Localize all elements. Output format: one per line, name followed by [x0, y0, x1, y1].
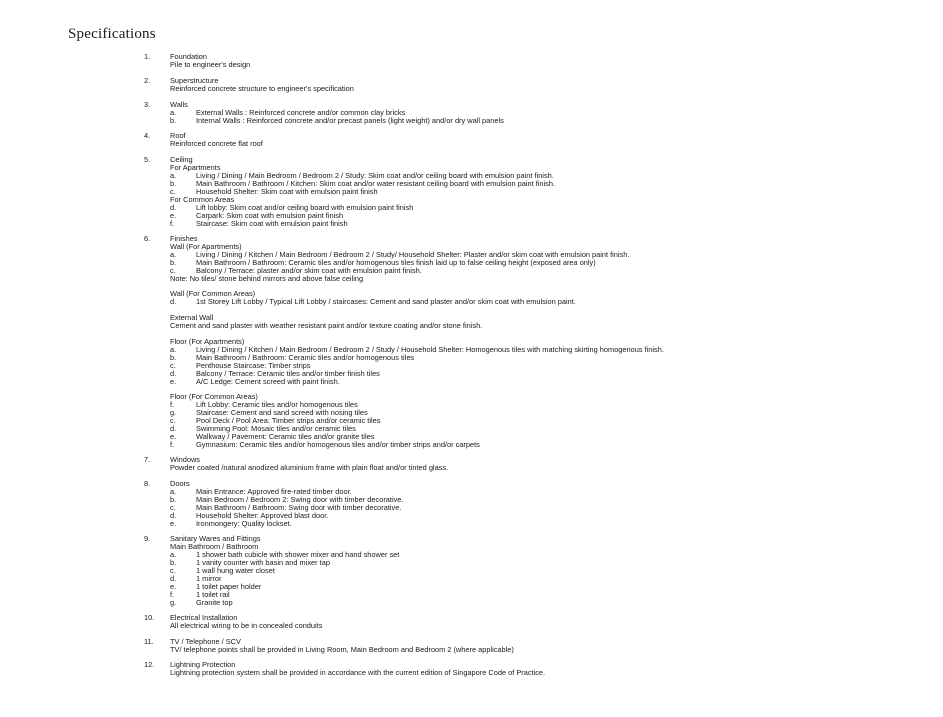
item-text: Living / Dining / Kitchen / Main Bedroom / Bedroom 2 / Study / Household Shelter: Homogenous tiles with matching skirting homogenous finish.	[196, 345, 664, 354]
section-number: 9.	[144, 534, 151, 543]
section-heading: Lightning Protection	[170, 660, 236, 669]
item-text: 1 wall hung water closet	[196, 566, 275, 575]
item-marker: e.	[170, 377, 177, 386]
section-number: 8.	[144, 479, 151, 488]
section-number: 11.	[144, 637, 154, 646]
section-text: Lightning protection system shall be provided in accordance with the current edition of Singapore Code of Practice.	[170, 668, 546, 677]
item-marker: d.	[170, 424, 177, 433]
item-marker: c.	[170, 416, 176, 425]
item-marker: a.	[170, 171, 177, 180]
subheading: Floor (For Apartments)	[170, 337, 245, 346]
item-text: Carpark: Skim coat with emulsion paint finish	[196, 211, 344, 220]
item-text: Main Bedroom / Bedroom 2: Swing door with timber decorative.	[196, 495, 404, 504]
section-heading: Doors	[170, 479, 190, 488]
item-text: Gymnasium: Ceramic tiles and/or homogenous tiles and/or timber strips and/or carpets	[196, 440, 480, 449]
item-text: 1 mirror	[196, 574, 222, 583]
section-number: 7.	[144, 455, 151, 464]
item-marker: e.	[170, 211, 177, 220]
item-text: Staircase: Cement and sand screed with nosing tiles	[196, 408, 368, 417]
section-heading: Walls	[170, 100, 188, 109]
item-marker: a.	[170, 108, 177, 117]
subheading: For Apartments	[170, 163, 221, 172]
item-marker: a.	[170, 250, 177, 259]
item-text: Balcony / Terrace: Ceramic tiles and/or timber finish tiles	[196, 369, 380, 378]
subheading: Wall (For Common Areas)	[170, 289, 256, 298]
item-text: Granite top	[196, 598, 233, 607]
section-heading: Windows	[170, 455, 200, 464]
item-text: External Walls : Reinforced concrete and/or common clay bricks	[196, 108, 406, 117]
section-heading: Finishes	[170, 234, 198, 243]
section-text: All electrical wiring to be in concealed conduits	[170, 621, 323, 630]
item-text: Balcony / Terrace: plaster and/or skim coat with emulsion paint finish.	[196, 266, 422, 275]
section-number: 5.	[144, 155, 151, 164]
item-text: Lift lobby: Skim coat and/or ceiling board with emulsion paint finish	[196, 203, 414, 212]
item-text: Household Shelter: Skim coat with emulsion paint finish	[196, 187, 378, 196]
subheading: Wall (For Apartments)	[170, 242, 242, 251]
section-heading: Sanitary Wares and Fittings	[170, 534, 261, 543]
section-heading: Ceiling	[170, 155, 193, 164]
item-marker: d.	[170, 203, 177, 212]
item-marker: f.	[170, 440, 175, 449]
item-text: 1 vanity counter with basin and mixer tap	[196, 558, 330, 567]
item-text: Household Shelter: Approved blast door.	[196, 511, 329, 520]
item-marker: b.	[170, 558, 177, 567]
section-heading: TV / Telephone / SCV	[170, 637, 241, 646]
section-number: 3.	[144, 100, 151, 109]
item-marker: a.	[170, 550, 177, 559]
section-number: 12.	[144, 660, 155, 669]
item-text: A/C Ledge: Cement screed with paint finish.	[196, 377, 340, 386]
section-text: Powder coated /natural anodized aluminium frame with plain float and/or tinted glass.	[170, 463, 449, 472]
item-marker: a.	[170, 345, 177, 354]
item-marker: b.	[170, 353, 177, 362]
item-marker: b.	[170, 116, 177, 125]
subheading: Main Bathroom / Bathroom	[170, 542, 259, 551]
section-number: 2.	[144, 76, 151, 85]
subheading: External Wall	[170, 313, 214, 322]
item-marker: f.	[170, 400, 175, 409]
item-marker: c.	[170, 361, 176, 370]
item-text: Internal Walls : Reinforced concrete and/or precast panels (light weight) and/or dry wall panels	[196, 116, 504, 125]
item-text: Walkway / Pavement: Ceramic tiles and/or granite tiles	[196, 432, 375, 441]
item-text: Living / Dining / Main Bedroom / Bedroom 2 / Study: Skim coat and/or ceiling board with emulsion paint finish.	[196, 171, 554, 180]
item-text: 1 shower bath cubicle with shower mixer and hand shower set	[196, 550, 400, 559]
section-number: 10.	[144, 613, 155, 622]
item-marker: e.	[170, 432, 177, 441]
item-text: Pool Deck / Pool Area: Timber strips and/or ceramic tiles	[196, 416, 381, 425]
item-marker: d.	[170, 574, 177, 583]
subheading: Floor (For Common Areas)	[170, 392, 258, 401]
item-marker: b.	[170, 258, 177, 267]
section-text: Pile to engineer's design	[170, 60, 251, 69]
section-number: 4.	[144, 131, 151, 140]
item-text: Main Bathroom / Bathroom: Swing door with timber decorative.	[196, 503, 402, 512]
item-text: 1 toilet rail	[196, 590, 230, 599]
section-heading: Roof	[170, 131, 186, 140]
item-text: Ironmongery: Quality lockset.	[196, 519, 292, 528]
item-marker: b.	[170, 495, 177, 504]
item-marker: f.	[170, 590, 175, 599]
item-text: Penthouse Staircase: Timber strips	[196, 361, 311, 370]
section-text: Reinforced concrete structure to engineer's specification	[170, 84, 354, 93]
item-marker: g.	[170, 598, 177, 607]
item-marker: b.	[170, 179, 177, 188]
item-text: Living / Dining / Kitchen / Main Bedroom / Bedroom 2 / Study/ Household Shelter: Plaster and/or skim coat with emulsion paint finish.	[196, 250, 630, 259]
item-text: Main Bathroom / Bathroom / Kitchen: Skim coat and/or water resistant ceiling board with emulsion paint finish.	[196, 179, 556, 188]
item-marker: e.	[170, 519, 177, 528]
section-number: 6.	[144, 234, 151, 243]
item-marker: c.	[170, 187, 176, 196]
page-title: Specifications	[68, 26, 156, 42]
note-text: Note: No tiles/ stone behind mirrors and above false ceiling	[170, 274, 364, 283]
section-text: Reinforced concrete flat roof	[170, 139, 263, 148]
item-marker: c.	[170, 566, 176, 575]
item-text: Main Bathroom / Bathroom: Ceramic tiles and/or homogenous tiles	[196, 353, 415, 362]
item-text: Lift Lobby: Ceramic tiles and/or homogenous tiles	[196, 400, 358, 409]
section-text: TV/ telephone points shall be provided in Living Room, Main Bedroom and Bedroom 2 (where applicable)	[170, 645, 514, 654]
item-text: 1 toilet paper holder	[196, 582, 262, 591]
item-text: 1st Storey Lift Lobby / Typical Lift Lobby / staircases: Cement and sand plaster and/or skim coat with emulsion paint.	[196, 297, 576, 306]
item-marker: a.	[170, 487, 177, 496]
item-text: Main Entrance: Approved fire-rated timber door.	[196, 487, 352, 496]
item-marker: g.	[170, 408, 177, 417]
item-marker: f.	[170, 219, 175, 228]
item-text: Main Bathroom / Bathroom: Ceramic tiles and/or homogenous tiles finish laid up to false ceiling height (exposed area only)	[196, 258, 596, 267]
item-marker: c.	[170, 503, 176, 512]
item-marker: e.	[170, 582, 177, 591]
item-text: Swimming Pool: Mosaic tiles and/or ceramic tiles	[196, 424, 356, 433]
item-text: Staircase: Skim coat with emulsion paint finish	[196, 219, 348, 228]
subheading: For Common Areas	[170, 195, 235, 204]
section-heading: Foundation	[170, 52, 207, 61]
item-marker: d.	[170, 297, 177, 306]
section-number: 1.	[144, 52, 151, 61]
section-text: Cement and sand plaster with weather resistant paint and/or texture coating and/or stone finish.	[170, 321, 483, 330]
item-marker: d.	[170, 369, 177, 378]
item-marker: d.	[170, 511, 177, 520]
section-heading: Electrical Installation	[170, 613, 238, 622]
section-heading: Superstructure	[170, 76, 219, 85]
item-marker: c.	[170, 266, 176, 275]
